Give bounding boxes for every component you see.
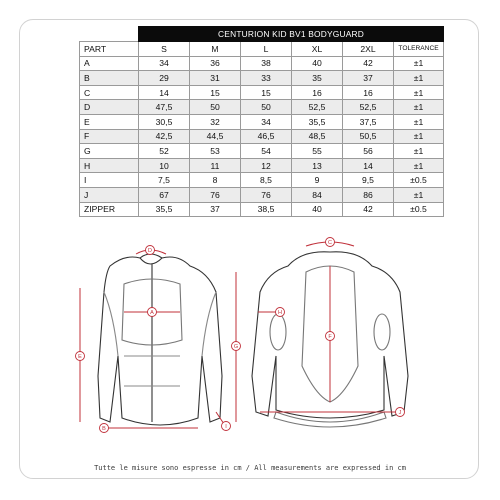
table-cell: ±1 [394, 129, 444, 144]
table-cell: 76 [190, 187, 241, 202]
table-cell: 46,5 [241, 129, 292, 144]
header-cell: TOLERANCE [394, 42, 444, 57]
table-cell: ZIPPER [80, 202, 139, 217]
table-cell: 35,5 [139, 202, 190, 217]
table-title: CENTURION KID BV1 BODYGUARD [139, 27, 444, 42]
table-cell: 10 [139, 158, 190, 173]
header-cell: M [190, 42, 241, 57]
table-cell: 33 [241, 71, 292, 86]
table-row [80, 158, 444, 173]
table-cell: 52,5 [292, 100, 343, 115]
table-row [80, 56, 444, 71]
table-cell: 34 [139, 56, 190, 71]
table-cell: 35 [292, 71, 343, 86]
table-cell: 50 [241, 100, 292, 115]
svg-text:C: C [328, 240, 332, 247]
table-cell: ±0.5 [394, 202, 444, 217]
table-cell: ±1 [394, 71, 444, 86]
table-cell: 9 [292, 173, 343, 188]
table-cell: 11 [190, 158, 241, 173]
table-cell: ±0.5 [394, 173, 444, 188]
table-cell: B [80, 71, 139, 86]
table-cell: 37 [190, 202, 241, 217]
header-cell: L [241, 42, 292, 57]
table-cell: ±1 [394, 100, 444, 115]
measure-label-a [148, 308, 157, 317]
measure-label-j [396, 408, 405, 417]
table-cell: 15 [241, 85, 292, 100]
table-row [80, 114, 444, 129]
table-row [80, 144, 444, 159]
measure-label-i [222, 422, 231, 431]
table-cell: ±1 [394, 187, 444, 202]
table-cell: 42 [343, 202, 394, 217]
table-cell: 38,5 [241, 202, 292, 217]
front-view-outline [98, 254, 222, 425]
table-cell: G [80, 144, 139, 159]
table-cell: A [80, 56, 139, 71]
measurement-lines [80, 242, 400, 431]
table-cell: 34 [241, 114, 292, 129]
table-cell: 14 [139, 85, 190, 100]
table-cell: 54 [241, 144, 292, 159]
table-cell: 56 [343, 144, 394, 159]
svg-text:J: J [398, 410, 402, 417]
size-chart-table [79, 26, 444, 217]
table-cell: 7,5 [139, 173, 190, 188]
table-cell: H [80, 158, 139, 173]
table-cell: 44,5 [190, 129, 241, 144]
table-cell: ±1 [394, 56, 444, 71]
table-cell: ±1 [394, 144, 444, 159]
table-row [80, 100, 444, 115]
measure-label-c [326, 238, 335, 247]
table-cell: 52,5 [343, 100, 394, 115]
table-cell: 84 [292, 187, 343, 202]
table-cell: 67 [139, 187, 190, 202]
header-cell: 2XL [343, 42, 394, 57]
table-row [80, 173, 444, 188]
table-cell: 8 [190, 173, 241, 188]
table-cell: 42,5 [139, 129, 190, 144]
table-row [80, 187, 444, 202]
measure-label-e [76, 352, 85, 361]
header-row [80, 42, 444, 57]
table-cell: 15 [190, 85, 241, 100]
svg-text:G: G [233, 344, 239, 351]
table-cell: 12 [241, 158, 292, 173]
table-cell: 36 [190, 56, 241, 71]
measurement-footnote: Tutte le misure sono espresse in cm / All measurements are expressed in cm [94, 464, 406, 472]
table-cell: E [80, 114, 139, 129]
table-cell: J [80, 187, 139, 202]
table-cell: 29 [139, 71, 190, 86]
table-cell: F [80, 129, 139, 144]
table-cell: 86 [343, 187, 394, 202]
table-cell: 14 [343, 158, 394, 173]
header-cell: S [139, 42, 190, 57]
table-row [80, 202, 444, 217]
measure-label-d [146, 246, 155, 255]
table-cell: 42 [343, 56, 394, 71]
table-cell: 37 [343, 71, 394, 86]
table-cell: I [80, 173, 139, 188]
table-cell: 9,5 [343, 173, 394, 188]
table-cell: 47,5 [139, 100, 190, 115]
table-cell: 50,5 [343, 129, 394, 144]
table-cell: 32 [190, 114, 241, 129]
table-cell: 30,5 [139, 114, 190, 129]
table-cell: 38 [241, 56, 292, 71]
table-cell: ±1 [394, 158, 444, 173]
table-cell: 35,5 [292, 114, 343, 129]
table-cell: 50 [190, 100, 241, 115]
measure-label-h [276, 308, 285, 317]
svg-text:E: E [78, 354, 82, 361]
table-cell: 16 [292, 85, 343, 100]
table-cell: ±1 [394, 114, 444, 129]
table-cell: 76 [241, 187, 292, 202]
table-cell: 40 [292, 202, 343, 217]
table-cell: D [80, 100, 139, 115]
table-cell: 55 [292, 144, 343, 159]
measure-label-b [100, 424, 109, 433]
header-cell: PART [80, 42, 139, 57]
svg-text:F: F [328, 334, 332, 341]
table-cell: 8,5 [241, 173, 292, 188]
table-cell: 48,5 [292, 129, 343, 144]
header-cell: XL [292, 42, 343, 57]
table-row [80, 85, 444, 100]
table-cell: 52 [139, 144, 190, 159]
table-cell: 16 [343, 85, 394, 100]
table-cell: 40 [292, 56, 343, 71]
table-row [80, 129, 444, 144]
svg-text:D: D [148, 248, 152, 255]
measure-label-f [326, 332, 335, 341]
measure-label-g [232, 342, 241, 351]
garment-measurement-diagram [40, 236, 460, 456]
svg-text:A: A [150, 310, 154, 317]
table-cell: 53 [190, 144, 241, 159]
table-cell: C [80, 85, 139, 100]
table-row [80, 71, 444, 86]
svg-text:I: I [225, 424, 227, 431]
table-cell: 31 [190, 71, 241, 86]
svg-text:H: H [278, 310, 282, 317]
svg-text:B: B [102, 426, 106, 433]
table-cell: 37,5 [343, 114, 394, 129]
table-cell: 13 [292, 158, 343, 173]
table-cell: ±1 [394, 85, 444, 100]
